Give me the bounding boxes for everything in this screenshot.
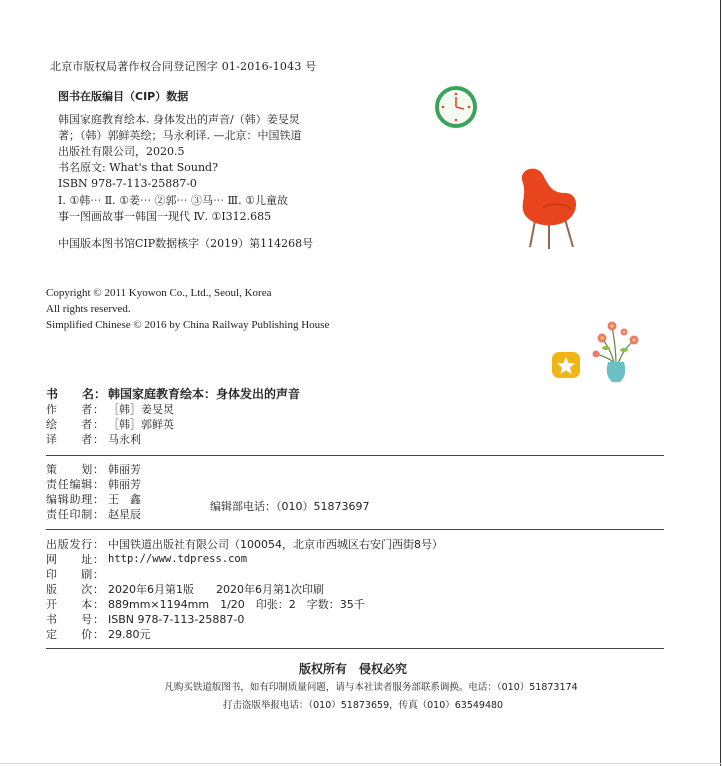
info-value: 王 鑫 — [108, 493, 141, 506]
info-row — [46, 582, 443, 597]
info-label: 印 刷： — [46, 568, 104, 581]
rights-reserved: 版权所有 侵权必究 — [298, 662, 407, 676]
info-label: 版 次： — [46, 583, 104, 596]
copyright-line: All rights reserved. — [46, 303, 131, 315]
registration-number: 北京市版权局著作权合同登记图字 01-2016-1043 号 — [50, 60, 317, 73]
info-label: 书 名： — [46, 387, 107, 401]
info-value: 29.80元 — [108, 628, 151, 641]
cip-check-number: 中国版本图书馆CIP数据核字（2019）第114268号 — [58, 237, 314, 250]
cip-line: 著；（韩）郭鲜英绘；马永利译. —北京：中国铁道 — [58, 129, 302, 142]
info-label: 作 者： — [46, 403, 104, 416]
divider — [46, 529, 664, 530]
info-label: 译 者： — [46, 433, 104, 446]
editor-info — [46, 462, 141, 522]
info-value: 中国铁道出版社有限公司（100054，北京市西城区右安门西街8号） — [108, 538, 443, 551]
book-title: 韩国家庭教育绘本：身体发出的声音 — [108, 387, 301, 401]
page-edge-bottom — [0, 763, 722, 764]
info-label: 绘 者： — [46, 418, 104, 431]
info-row — [46, 612, 443, 627]
info-row — [46, 552, 443, 567]
cip-class-line: 事一图画故事一韩国一现代 Ⅳ. ①I312.685 — [58, 210, 272, 223]
info-label: 出版发行： — [46, 538, 104, 551]
info-value: ［韩］姜旻炅 — [108, 403, 174, 416]
cip-line: 书名原文: What's that Sound? — [58, 161, 218, 174]
cip-line: 韩国家庭教育绘本. 身体发出的声音/（韩）姜旻炅 — [58, 113, 300, 126]
info-row — [46, 627, 443, 642]
info-row — [46, 597, 443, 612]
info-value: ［韩］郭鲜英 — [108, 418, 174, 431]
divider — [46, 455, 664, 456]
armchair-icon — [513, 163, 583, 253]
info-value: ISBN 978-7-113-25887-0 — [108, 613, 245, 626]
clock-icon — [434, 85, 478, 129]
info-row — [46, 432, 300, 447]
info-row — [46, 537, 443, 552]
info-label: 定 价： — [46, 628, 104, 641]
cip-title: 图书在版编目（CIP）数据 — [58, 90, 189, 103]
copyright-line: Copyright © 2011 Kyowon Co., Ltd., Seoul, Korea — [46, 287, 272, 299]
publish-info — [46, 537, 443, 642]
cip-body — [58, 112, 358, 192]
copyright-block — [46, 285, 329, 333]
copyright-line: Simplified Chinese © 2016 by China Railway Publishing House — [46, 319, 330, 331]
flower-vase-icon — [590, 318, 642, 384]
info-value: 韩丽芳 — [108, 478, 141, 491]
info-row — [46, 387, 300, 402]
divider — [46, 648, 664, 649]
info-row — [46, 567, 443, 582]
info-value: 韩丽芳 — [108, 463, 141, 476]
info-row — [46, 417, 300, 432]
info-label: 策 划： — [46, 463, 104, 476]
book-info — [46, 387, 300, 447]
info-label: 责任印制： — [46, 508, 104, 521]
star-badge-icon — [550, 350, 582, 380]
info-label: 书 号： — [46, 613, 104, 626]
page-edge-right — [720, 0, 721, 766]
info-row — [46, 462, 141, 477]
info-row — [46, 402, 300, 417]
info-row — [46, 477, 141, 492]
cip-line: 出版社有限公司，2020.5 — [58, 145, 185, 158]
info-value: 马永利 — [108, 433, 141, 446]
info-value: 2020年6月第1版 2020年6月第1次印刷 — [108, 583, 324, 596]
info-label: 编辑助理： — [46, 493, 104, 506]
info-value: 赵星辰 — [108, 508, 141, 521]
info-row — [46, 492, 141, 507]
editor-phone: 编辑部电话：（010）51873697 — [210, 500, 370, 513]
piracy-hotline: 打击盗版举报电话：（010）51873659，传真（010）63549480 — [222, 700, 504, 711]
info-label: 责任编辑： — [46, 478, 104, 491]
cip-class-line: Ⅰ. ①韩⋯ Ⅱ. ①姜⋯ ②郭⋯ ③马⋯ Ⅲ. ①儿童故 — [58, 194, 288, 207]
info-label: 开 本： — [46, 598, 104, 611]
website-link: http://www.tdpress.com — [108, 553, 248, 565]
info-value: 889mm×1194mm 1/20 印张：2 字数：35千 — [108, 598, 365, 611]
quality-notice: 凡购买铁道版图书，如有印制质量问题，请与本社读者服务部联系调换。电话：（010）51873174 — [164, 682, 578, 693]
info-row — [46, 507, 141, 522]
cip-line: ISBN 978-7-113-25887-0 — [58, 177, 197, 190]
info-label: 网 址： — [46, 553, 104, 566]
cip-classification — [58, 193, 288, 225]
